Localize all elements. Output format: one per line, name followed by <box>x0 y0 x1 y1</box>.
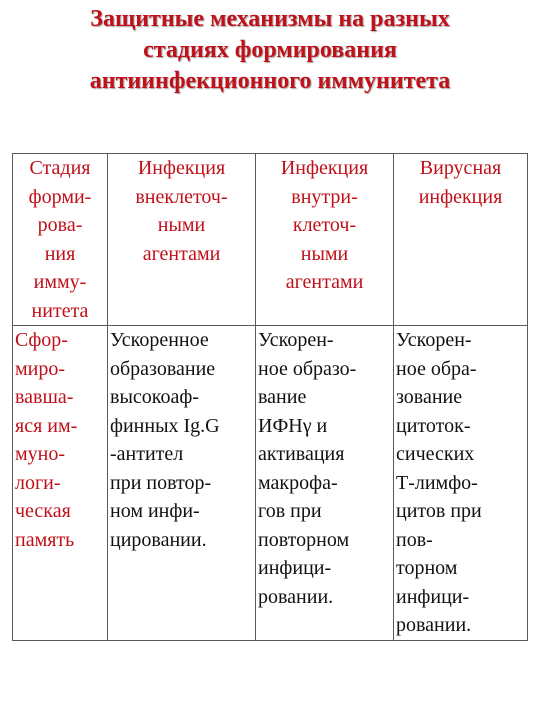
cell-line: форми- <box>28 185 92 208</box>
cell-line: цитоток- <box>396 414 471 437</box>
cell-line: пов- <box>396 528 433 551</box>
cell-line: Инфекция <box>280 157 369 179</box>
cell-line: агентами <box>142 242 221 265</box>
cell-line: ном инфи- <box>110 500 200 522</box>
cell-line: инфици- <box>396 585 470 608</box>
cell-line: финных Ig.G <box>110 414 220 437</box>
cell-line: гов при <box>258 500 322 522</box>
cell-line: ИФНγ и <box>258 414 328 437</box>
cell-line: ными <box>157 214 206 236</box>
cell-line: ческая <box>15 500 71 522</box>
cell-line: образование <box>110 357 216 380</box>
mechanisms-table <box>12 153 528 641</box>
cell-line: внутри- <box>291 185 358 208</box>
header-cell-stage <box>13 154 108 326</box>
cell-line: ными <box>300 242 349 265</box>
cell-line: Инфекция <box>137 157 226 179</box>
cell-line: торном <box>396 557 458 579</box>
title-line-1: Защитные механизмы на разных <box>90 6 450 32</box>
cell-intracellular-mechanism <box>256 326 394 641</box>
cell-line: ное обра- <box>396 357 477 380</box>
title-line-2: стадиях формирования <box>143 37 397 63</box>
cell-line: зование <box>396 386 463 408</box>
cell-line: Ускорен- <box>258 329 334 351</box>
table-row <box>13 326 528 641</box>
cell-line: Т-лимфо- <box>396 471 478 494</box>
cell-line: вавша- <box>15 386 74 408</box>
cell-line: имму- <box>33 271 87 293</box>
cell-line: Сфор- <box>15 329 68 351</box>
table-header-row <box>13 154 528 326</box>
header-cell-viral <box>394 154 528 326</box>
cell-line: при повтор- <box>110 471 212 494</box>
cell-line: активация <box>258 443 345 465</box>
cell-line: инфици- <box>258 557 332 579</box>
cell-line: память <box>15 528 75 551</box>
cell-line: повторном <box>258 528 350 551</box>
cell-line: рова- <box>37 214 83 236</box>
title-line-3: антиинфекционного иммунитета <box>89 68 451 94</box>
cell-line: инфекция <box>418 185 503 208</box>
cell-line: цитов при <box>396 500 482 522</box>
cell-line: клеточ- <box>292 214 357 236</box>
cell-line: ровании. <box>258 585 334 608</box>
cell-line: Вирусная <box>419 157 502 179</box>
cell-line: Стадия <box>29 157 91 179</box>
cell-line: ровании. <box>396 614 472 636</box>
cell-line: внеклеточ- <box>135 185 228 208</box>
cell-line: цировании. <box>110 528 207 551</box>
cell-line: Ускоренное <box>110 329 209 351</box>
cell-line: ния <box>44 242 76 265</box>
cell-line: ное образо- <box>258 357 357 380</box>
cell-viral-mechanism <box>394 326 528 641</box>
page-title <box>0 4 540 97</box>
cell-line: логи- <box>15 471 61 494</box>
cell-line: высокоаф- <box>110 386 199 408</box>
cell-line: -антител <box>110 443 184 465</box>
cell-line: нитета <box>31 299 89 322</box>
cell-line: вание <box>258 386 307 408</box>
cell-line: макрофа- <box>258 471 338 494</box>
cell-extracellular-mechanism <box>108 326 256 641</box>
cell-line: Ускорен- <box>396 329 472 351</box>
header-cell-extracellular <box>108 154 256 326</box>
cell-line: муно- <box>15 443 66 465</box>
header-cell-intracellular <box>256 154 394 326</box>
cell-line: миро- <box>15 357 66 380</box>
cell-memory-stage <box>13 326 108 641</box>
cell-line: сических <box>396 443 475 465</box>
cell-line: агентами <box>285 271 364 293</box>
cell-line: яся им- <box>15 414 78 437</box>
